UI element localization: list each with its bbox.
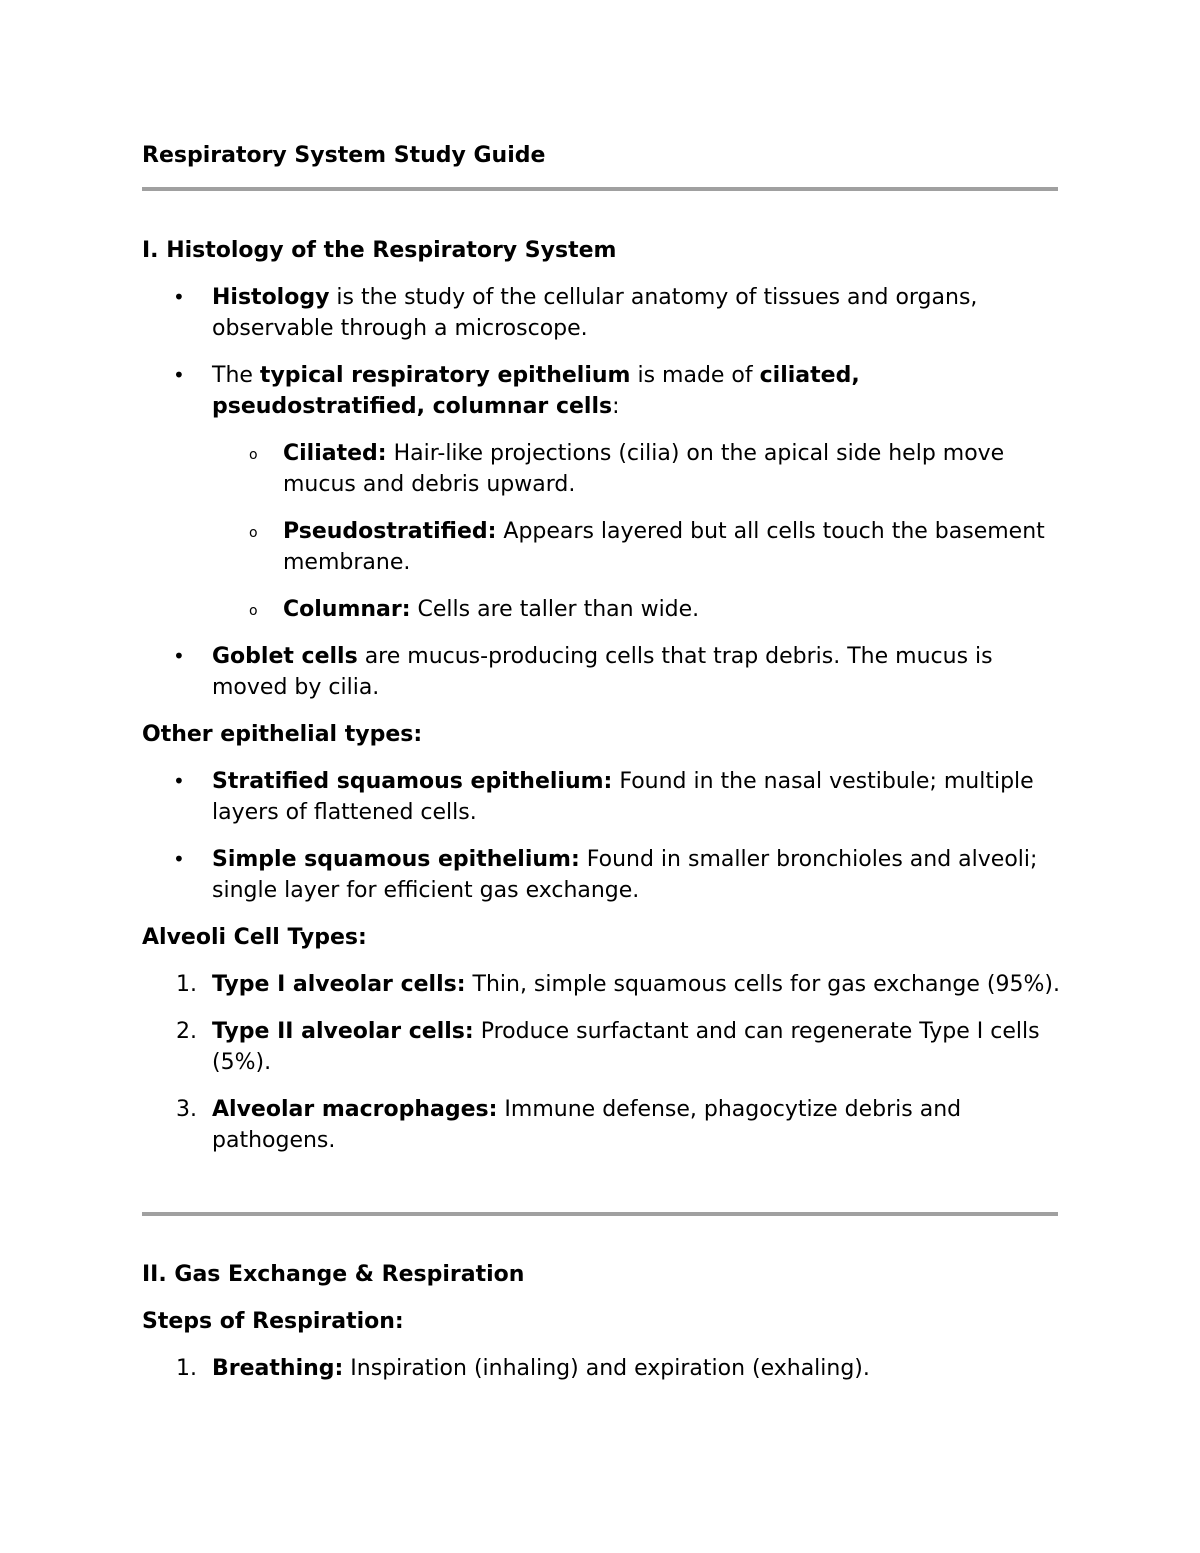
other-epithelial-list [142, 766, 1060, 906]
term: Type II alveolar cells: [212, 1019, 474, 1044]
bullet-icon: • [173, 769, 185, 793]
term: Breathing: [212, 1356, 344, 1381]
text: is made of [630, 363, 760, 388]
circle-bullet-icon: o [249, 525, 258, 541]
definition: Cells are taller than wide. [410, 597, 700, 622]
term: Columnar: [283, 597, 411, 622]
text: The [212, 363, 260, 388]
list-item [142, 844, 1060, 906]
alveoli-cell-list [142, 969, 1060, 1156]
list-item [142, 360, 1060, 625]
definition: Thin, simple squamous cells for gas exchange (95%). [465, 972, 1060, 997]
epithelium-sublist [212, 438, 1060, 625]
numbered-item [142, 1094, 1060, 1156]
numbered-item [142, 1353, 1060, 1384]
term: Ciliated: [283, 441, 387, 466]
definition: Hair-like projections (cilia) on the apical side help move mucus and debris upward. [283, 441, 1005, 497]
term: Goblet cells [212, 644, 358, 669]
subheading-alveoli-cell-types: Alveoli Cell Types: [142, 925, 367, 950]
item-number: 1. [176, 1356, 197, 1381]
definition: Found in smaller bronchioles and alveoli; single layer for efficient gas exchange. [212, 847, 1038, 903]
subheading-steps: Steps of Respiration: [142, 1309, 404, 1334]
circle-bullet-icon: o [249, 603, 258, 619]
bullet-icon: • [173, 644, 185, 668]
list-item [142, 641, 1060, 703]
definition: Found in the nasal vestibule; multiple layers of flattened cells. [212, 769, 1034, 825]
steps-list [142, 1353, 1060, 1384]
circle-bullet-icon: o [249, 447, 258, 463]
term: Pseudostratified: [283, 519, 497, 544]
histology-list [142, 282, 1060, 703]
term: typical respiratory epithelium [259, 363, 631, 388]
horizontal-divider [142, 1212, 1058, 1216]
term: Alveolar macrophages: [212, 1097, 498, 1122]
term: Histology [212, 285, 330, 310]
definition: Produce surfactant and can regenerate Type I cells (5%). [212, 1019, 1040, 1075]
list-item [142, 282, 1060, 344]
numbered-item [142, 1016, 1060, 1078]
subheading-other-epithelial: Other epithelial types: [142, 722, 423, 747]
sub-list-item [212, 516, 1060, 578]
section-heading: I. Histology of the Respiratory System [142, 238, 617, 263]
sub-list-item [212, 438, 1060, 500]
definition: Inspiration (inhaling) and expiration (exhaling). [343, 1356, 870, 1381]
section-histology [142, 235, 1060, 1172]
term: Type I alveolar cells: [212, 972, 466, 997]
definition: is the study of the cellular anatomy of tissues and organs, observable through a microscope. [212, 285, 978, 341]
bullet-icon: • [173, 285, 185, 309]
sub-list-item [212, 594, 1060, 625]
document-title: Respiratory System Study Guide [142, 143, 546, 168]
definition: Immune defense, phagocytize debris and pathogens. [212, 1097, 962, 1153]
term: Stratified squamous epithelium: [212, 769, 613, 794]
bullet-icon: • [173, 847, 185, 871]
bullet-icon: • [173, 363, 185, 387]
item-number: 2. [176, 1019, 197, 1044]
definition: Appears layered but all cells touch the basement membrane. [283, 519, 1045, 575]
term: Simple squamous epithelium: [212, 847, 580, 872]
section-gas-exchange [142, 1259, 1060, 1400]
list-item [142, 766, 1060, 828]
definition: are mucus-producing cells that trap debris. The mucus is moved by cilia. [212, 644, 993, 700]
section-heading: II. Gas Exchange & Respiration [142, 1262, 525, 1287]
item-number: 3. [176, 1097, 197, 1122]
horizontal-divider [142, 187, 1058, 191]
numbered-item [142, 969, 1060, 1000]
text: : [612, 394, 620, 419]
term: ciliated, pseudostratified, columnar cells [212, 363, 860, 419]
item-number: 1. [176, 972, 197, 997]
